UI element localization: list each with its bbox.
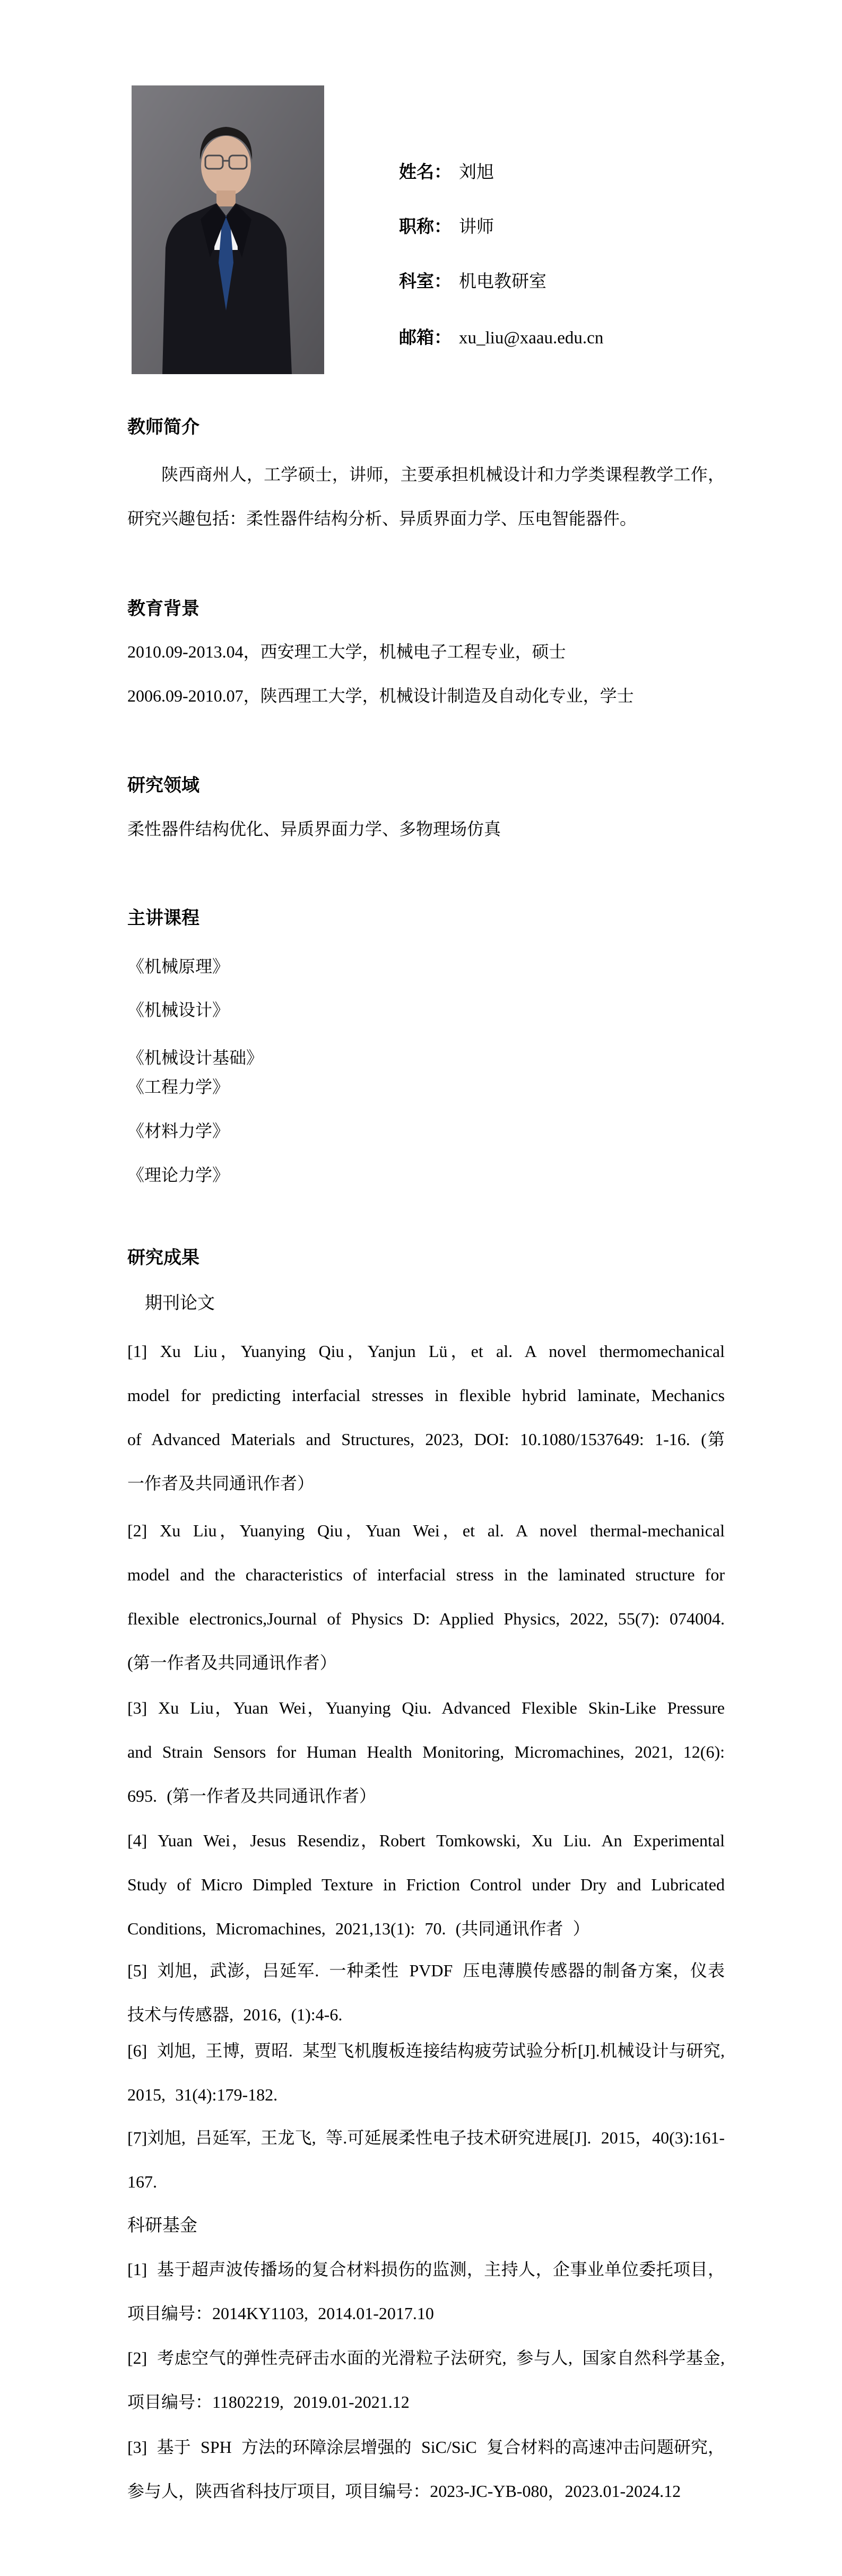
title-label: 职称： xyxy=(399,218,452,237)
course-item: 《机械设计基础》 xyxy=(127,1048,264,1067)
journal-paper-item: [2] Xu Liu，Yuanying Qiu，Yuan Wei，et al. A novel thermal-mechanical model and the characteristics of interfacial stress in the laminated structure for flexible electronics,Journal of Physics D: Applied Physics, 2022, 55(7): 074004. (第一作者及共同通讯作者） xyxy=(127,1521,725,1672)
journal-paper-item: [7]刘旭, 吕延军, 王龙飞, 等.可延展柔性电子技术研究进展[J]. 2015，40(3):161-167. xyxy=(127,2128,725,2191)
journal-paper-item: [3] Xu Liu，Yuan Wei，Yuanying Qiu. Advanced Flexible Skin-Like Pressure and Strain Sensors for Human Health Monitoring, Micromachines, 2021, 12(6): 695. (第一作者及共同通讯作者） xyxy=(127,1698,725,1805)
email-label: 邮箱： xyxy=(399,329,452,348)
journal-paper-item: [1] Xu Liu，Yuanying Qiu，Yanjun Lü，et al. A novel thermomechanical model for predicting interfacial stresses in flexible hybrid laminate, Mechanics of Advanced Materials and Structures, 2023, DOI: 10.1080/1537649: 1-16. (第一作者及共同通讯作者） xyxy=(127,1342,725,1493)
section-heading-education: 教育背景 xyxy=(127,599,199,619)
profile-field-name xyxy=(399,162,494,183)
portrait-photo-graphic xyxy=(132,85,324,374)
course-item: 《机械原理》 xyxy=(127,957,230,976)
profile-field-department xyxy=(399,271,546,292)
subheading-journal-papers: 期刊论文 xyxy=(145,1294,215,1313)
course-item: 《理论力学》 xyxy=(127,1165,230,1185)
department-value: 机电教研室 xyxy=(459,272,546,291)
education-item: 2006.09-2010.07，陕西理工大学，机械设计制造及自动化专业，学士 xyxy=(127,686,634,705)
subheading-research-funds: 科研基金 xyxy=(127,2216,197,2235)
journal-paper-item: [6] 刘旭, 王博, 贾昭. 某型飞机腹板连接结构疲劳试验分析[J].机械设计与研究, 2015, 31(4):179-182. xyxy=(127,2041,725,2104)
section-heading-achievements: 研究成果 xyxy=(127,1248,199,1268)
journal-paper-item: [4] Yuan Wei，Jesus Resendiz，Robert Tomkowski, Xu Liu. An Experimental Study of Micro Dimpled Texture in Friction Control under Dry and Lubricated Conditions, Micromachines, 2021,13(1): 70. (共同通讯作者 ） xyxy=(127,1831,725,1938)
name-value: 刘旭 xyxy=(459,163,494,182)
research-fund-item: [1] 基于超声波传播场的复合材料损伤的监测，主持人，企事业单位委托项目，项目编号：2014KY1103, 2014.01-2017.10 xyxy=(127,2260,725,2323)
journal-paper-item: [5] 刘旭，武澎，吕延军. 一种柔性 PVDF 压电薄膜传感器的制备方案，仪表技术与传感器, 2016, (1):4-6. xyxy=(127,1961,725,2024)
education-item: 2010.09-2013.04，西安理工大学，机械电子工程专业，硕士 xyxy=(127,642,566,661)
section-heading-courses: 主讲课程 xyxy=(127,909,199,928)
research-fund-item: [3] 基于 SPH 方法的环障涂层增强的 SiC/SiC 复合材料的高速冲击问题研究，参与人，陕西省科技厅项目, 项目编号：2023-JC-YB-080，2023.01-2024.12 xyxy=(127,2437,725,2501)
course-item: 《工程力学》 xyxy=(127,1077,230,1096)
course-item: 《材料力学》 xyxy=(127,1121,230,1140)
course-item: 《机械设计》 xyxy=(127,1000,230,1019)
profile-field-title xyxy=(399,217,494,238)
department-label: 科室： xyxy=(399,272,452,291)
profile-field-email xyxy=(399,327,603,349)
research-fund-item: [2] 考虑空气的弹性壳砰击水面的光滑粒子法研究, 参与人, 国家自然科学基金, 项目编号：11802219, 2019.01-2021.12 xyxy=(127,2348,725,2411)
name-label: 姓名： xyxy=(399,163,452,182)
section-heading-research-fields: 研究领域 xyxy=(127,776,199,796)
title-value: 讲师 xyxy=(459,218,494,237)
research-fields-content: 柔性器件结构优化、异质界面力学、多物理场仿真 xyxy=(127,819,501,839)
section-heading-intro: 教师简介 xyxy=(127,418,199,437)
portrait-photo xyxy=(132,85,324,374)
email-value: xu_liu@xaau.edu.cn xyxy=(459,329,604,348)
intro-paragraph: 陕西商州人，工学硕士，讲师，主要承担机械设计和力学类课程教学工作，研究兴趣包括：柔性器件结构分析、异质界面力学、压电智能器件。 xyxy=(127,465,725,528)
